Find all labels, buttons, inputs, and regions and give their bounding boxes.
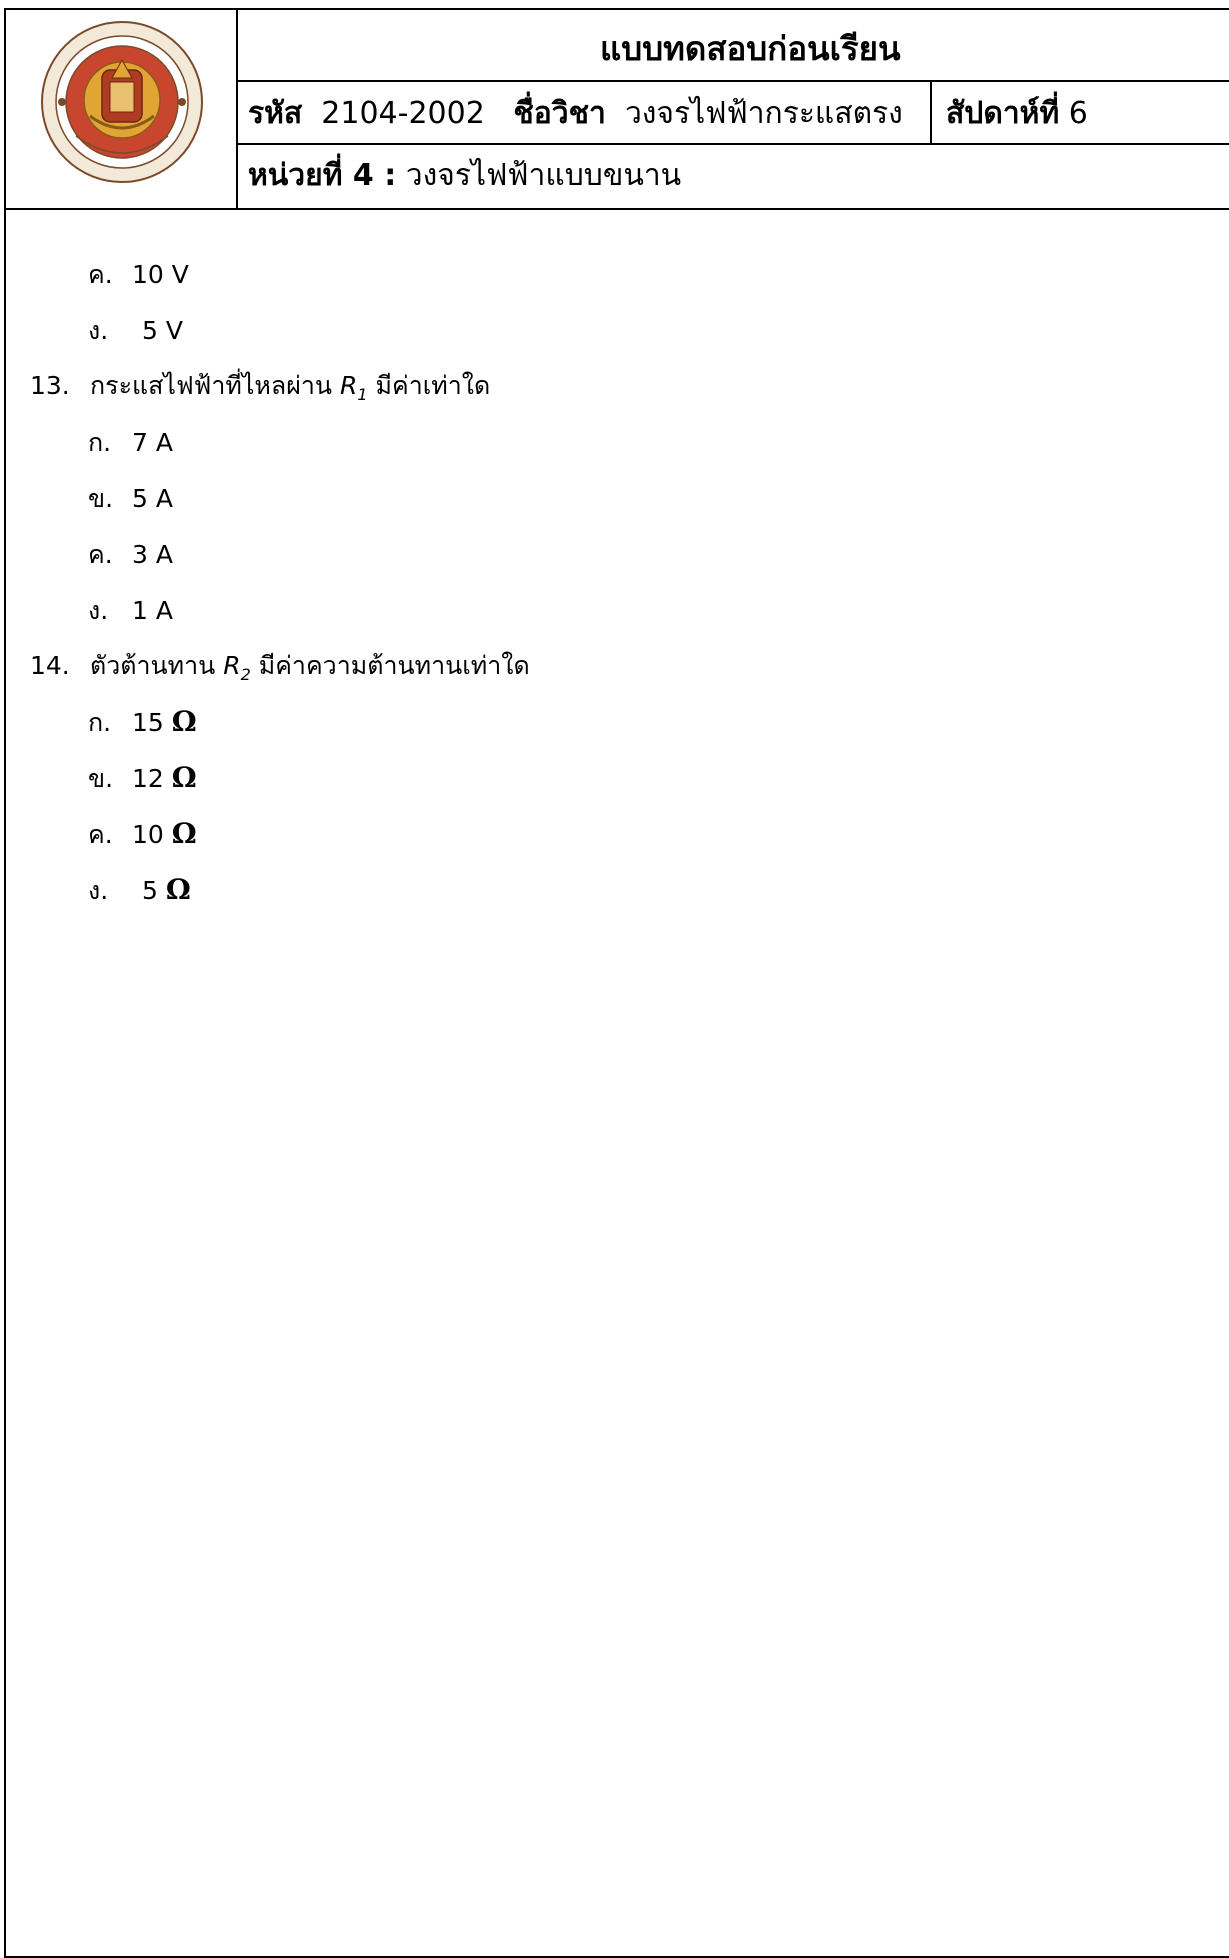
option-letter: ค.: [88, 820, 113, 849]
list-item: [88, 430, 173, 455]
list-item: [88, 873, 191, 906]
code-value: 2104-2002: [321, 96, 485, 131]
header-row2-rule: [236, 143, 1229, 145]
code-label: รหัส: [248, 96, 303, 131]
question-number: 13.: [30, 371, 70, 400]
header-bottom-rule: [4, 208, 1229, 210]
page-title: แบบทดสอบก่อนเรียน: [600, 29, 901, 68]
ohm-symbol: Ω: [171, 761, 197, 794]
unit-label: หน่วยที่ 4 :: [248, 158, 397, 193]
option-text: 5 V: [142, 316, 183, 345]
question-14: [30, 653, 530, 683]
symbol: R: [223, 651, 241, 680]
question-text-end: มีค่าความต้านทานเท่าใด: [258, 651, 530, 680]
option-text: 7 A: [132, 428, 173, 457]
option-text: 12: [132, 764, 164, 793]
option-letter: ค.: [88, 260, 113, 289]
question-13: [30, 373, 490, 403]
unit-row: [248, 152, 681, 199]
question-text-end: มีค่าเท่าใด: [375, 371, 491, 400]
subject-label: ชื่อวิชา: [513, 96, 606, 131]
header-logo-divider: [236, 8, 238, 209]
list-item: [88, 598, 173, 623]
option-letter: ข.: [88, 484, 114, 513]
symbol: R: [339, 371, 358, 400]
list-item: [88, 542, 173, 567]
week-cell: [946, 90, 1088, 137]
option-letter: ง.: [88, 596, 109, 625]
option-letter: ง.: [88, 316, 109, 345]
week-value: 6: [1068, 96, 1088, 131]
question-text: ตัวต้านทาน: [90, 651, 216, 680]
page-frame: [4, 8, 1229, 1958]
option-text: 5 A: [132, 484, 173, 513]
ohm-symbol: Ω: [171, 817, 197, 850]
option-text: 3 A: [132, 540, 173, 569]
option-text: 1 A: [132, 596, 173, 625]
subscript: 1: [357, 385, 368, 404]
option-letter: ข.: [88, 764, 114, 793]
option-text: 5: [142, 876, 158, 905]
list-item: [88, 705, 197, 738]
course-code-row: [248, 90, 903, 137]
header-row1-rule: [236, 80, 1229, 82]
question-number: 14.: [30, 651, 70, 680]
option-text: 15: [132, 708, 164, 737]
question-text: กระแสไฟฟ้าที่ไหลผ่าน: [90, 371, 333, 400]
week-label: สัปดาห์ที่: [946, 96, 1060, 131]
subscript: 2: [240, 665, 251, 684]
option-text: 10 V: [132, 260, 189, 289]
option-letter: ค.: [88, 540, 113, 569]
list-item: [88, 262, 189, 287]
ohm-symbol: Ω: [171, 705, 197, 738]
list-item: [88, 318, 183, 343]
ohm-symbol: Ω: [165, 873, 191, 906]
unit-value: วงจรไฟฟ้าแบบขนาน: [405, 158, 682, 193]
option-letter: ง.: [88, 876, 109, 905]
seal-logo-icon: [40, 20, 204, 184]
subject-value: วงจรไฟฟ้ากระแสตรง: [624, 96, 903, 131]
list-item: [88, 761, 197, 794]
header-week-divider: [930, 80, 932, 144]
list-item: [88, 486, 173, 511]
list-item: [88, 817, 197, 850]
option-letter: ก.: [88, 428, 112, 457]
option-letter: ก.: [88, 708, 112, 737]
option-text: 10: [132, 820, 164, 849]
